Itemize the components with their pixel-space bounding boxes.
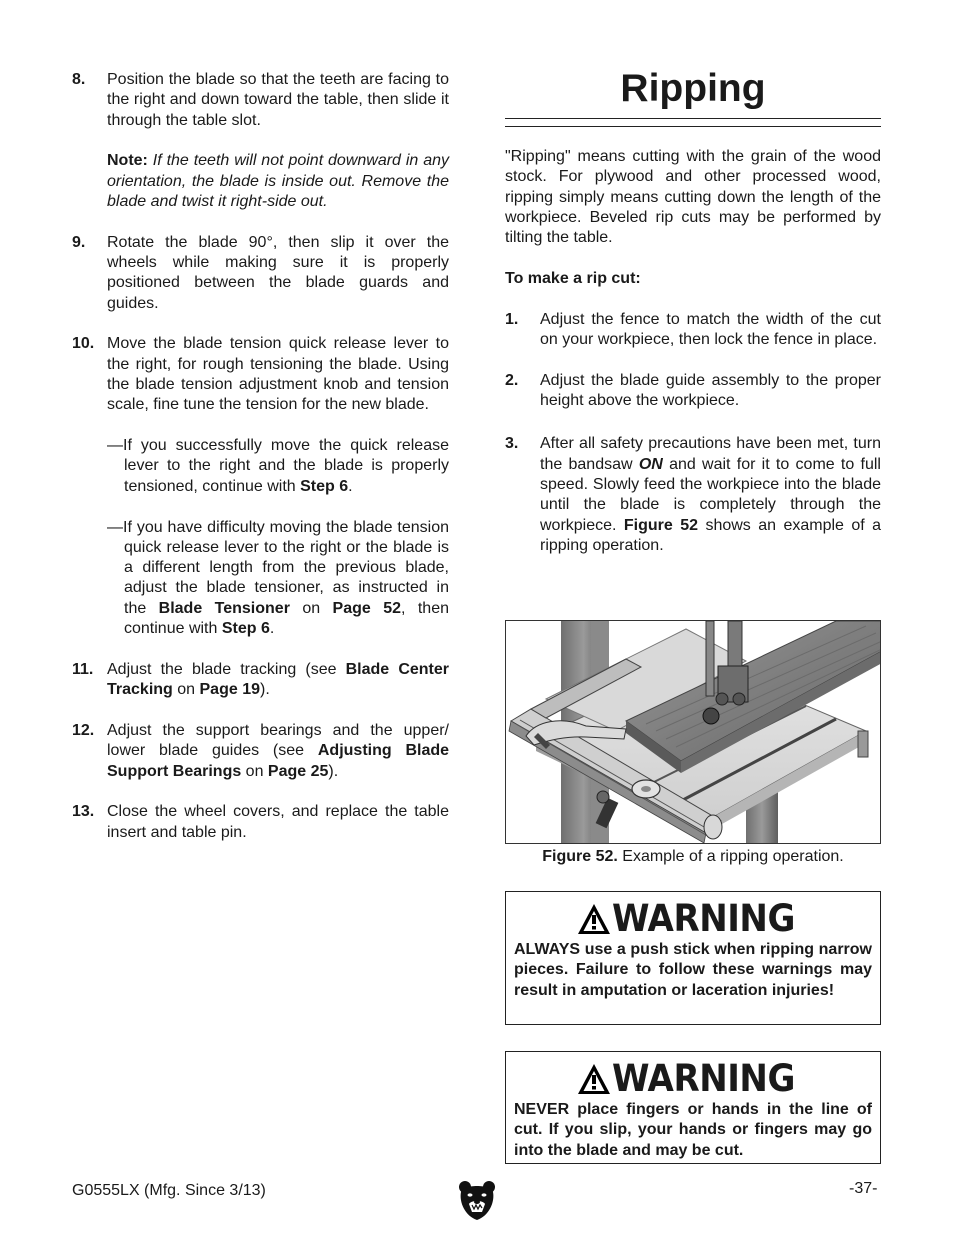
figure-label: Figure 52. (542, 848, 618, 865)
warning-text: ALWAYS use a push stick when ripping narrow pieces. Failure to follow these warnings may result in amputation or laceration injuries! (514, 941, 872, 999)
step-13 (72, 802, 449, 843)
step-number: 3. (505, 435, 519, 453)
note (107, 151, 449, 212)
page-ref: Page 19 (199, 681, 260, 699)
dash-end: . (348, 477, 353, 495)
step-text-part: Adjust the blade tracking (see (107, 660, 346, 678)
warning-triangle-icon (576, 902, 612, 936)
figure-52-image (505, 620, 881, 844)
dash-mid: , then continue with (124, 599, 449, 638)
step-text: Rotate the blade 90°, then slip it over the wheels while making sure it is properly positioned between the blade guards and guides. (107, 233, 449, 312)
dash-text: —If you successfully move the quick release lever to the right and the blade is properly tensioned, continue with (107, 437, 449, 495)
bandsaw-blade (706, 621, 714, 696)
step-number: 11. (72, 660, 94, 678)
warning-box-fingers (505, 1051, 881, 1164)
dash-item-success (107, 436, 449, 497)
section-title: Ripping (620, 67, 766, 110)
figure-caption (505, 847, 881, 867)
left-column (72, 70, 449, 863)
figure-caption-text: Example of a ripping operation. (617, 848, 844, 865)
on-keyword: ON (638, 455, 663, 473)
step-8 (72, 70, 449, 131)
step-text: Adjust the blade guide assembly to the proper height above the workpiece. (540, 371, 881, 410)
step-number: 12. (72, 721, 95, 739)
note-text: If the teeth will not point downward in any orientation, the blade is inside out. Remove the blade and twist it right-side out. (107, 152, 449, 210)
dash-text: —If you have difficulty moving the blade tension quick release lever to the right or the blade is a different length from the previous blade, adjust the blade tensioner, as instructed in the (107, 518, 449, 617)
section-ref: Blade Tensioner (158, 599, 290, 617)
warning-heading: WARNING (611, 897, 795, 940)
procedure-heading: To make a rip cut: (505, 269, 641, 287)
rip-step-1 (505, 310, 881, 351)
title-rule-bottom (505, 126, 881, 127)
warning-heading: WARNING (611, 1057, 795, 1100)
rip-step-3 (505, 434, 881, 556)
step-number: 8. (72, 71, 86, 88)
warning-triangle-icon (576, 1062, 612, 1096)
title-rule-top (505, 118, 881, 119)
bear-head-logo-icon (457, 1178, 497, 1222)
step-text-part: on (241, 762, 268, 780)
step-ref: Step 6 (300, 477, 349, 495)
step-12 (72, 721, 449, 782)
step-9 (72, 233, 449, 314)
section-ref: Blade Center Tracking (107, 660, 449, 699)
note-label: Note: (107, 152, 148, 170)
step-text-part: ). (328, 762, 339, 780)
step-number: 13. (72, 803, 95, 821)
step-text-part: Adjust the support bearings and the upper/ lower blade guides (see (107, 721, 449, 760)
page-ref: Page 52 (332, 599, 401, 617)
step-number: 2. (505, 371, 519, 389)
dash-item-difficulty (107, 518, 449, 640)
warning-text: NEVER place fingers or hands in the line of cut. If you slip, your hands or fingers may go into the blade and may be cut. (514, 1101, 872, 1159)
step-number: 9. (72, 233, 86, 251)
step-number: 10. (72, 335, 95, 353)
step-text: Move the blade tension quick release lever to the right, for rough tensioning the blade. Using the blade tension adjustment knob and tension scale, fine tune the tension for the new blade. (107, 335, 449, 414)
rip-step-2 (505, 371, 881, 412)
intro-paragraph: "Ripping" means cutting with the grain of the wood stock. For plywood and other processed wood, ripping simply means cutting down the length of the workpiece. Beveled rip cuts may be performed by tilting the table. (505, 148, 881, 247)
step-text (107, 721, 449, 782)
step-text (107, 660, 449, 701)
step-text: Position the blade so that the teeth are facing to the right and down toward the table, then slide it through the table slot. (107, 71, 449, 129)
section-ref: Adjusting Blade Support Bearings (107, 742, 450, 780)
step-text-part: shows an example of a ripping operation. (540, 516, 882, 554)
step-number: 1. (505, 310, 519, 328)
step-text-part: and wait for it to come to full speed. Slowly feed the workpiece into the blade until the blade is completely through the workpiece. (540, 455, 881, 534)
step-text: Adjust the fence to match the width of the cut on your workpiece, then lock the fence in place. (540, 310, 881, 349)
footer-model: G0555LX (Mfg. Since 3/13) (72, 1182, 266, 1199)
step-text (540, 434, 881, 556)
page-ref: Page 25 (267, 762, 329, 780)
figure-ref: Figure 52 (623, 516, 699, 534)
ripping-operation-illustration (506, 621, 881, 844)
warning-header (514, 1057, 872, 1100)
step-text: Close the wheel covers, and replace the table insert and table pin. (107, 803, 449, 841)
dash-mid: on (289, 599, 333, 617)
step-text-part: on (172, 681, 200, 699)
step-10 (72, 334, 449, 415)
step-11 (72, 660, 449, 701)
right-column (505, 68, 881, 577)
step-text-part: ). (259, 681, 270, 699)
dash-end: . (269, 620, 275, 638)
footer-page-number: -37- (849, 1180, 878, 1197)
step-ref: Step 6 (221, 620, 270, 638)
step-text-part: After all safety precautions have been met, turn the bandsaw (540, 435, 881, 473)
warning-header (514, 897, 872, 940)
warning-box-push-stick (505, 891, 881, 1025)
